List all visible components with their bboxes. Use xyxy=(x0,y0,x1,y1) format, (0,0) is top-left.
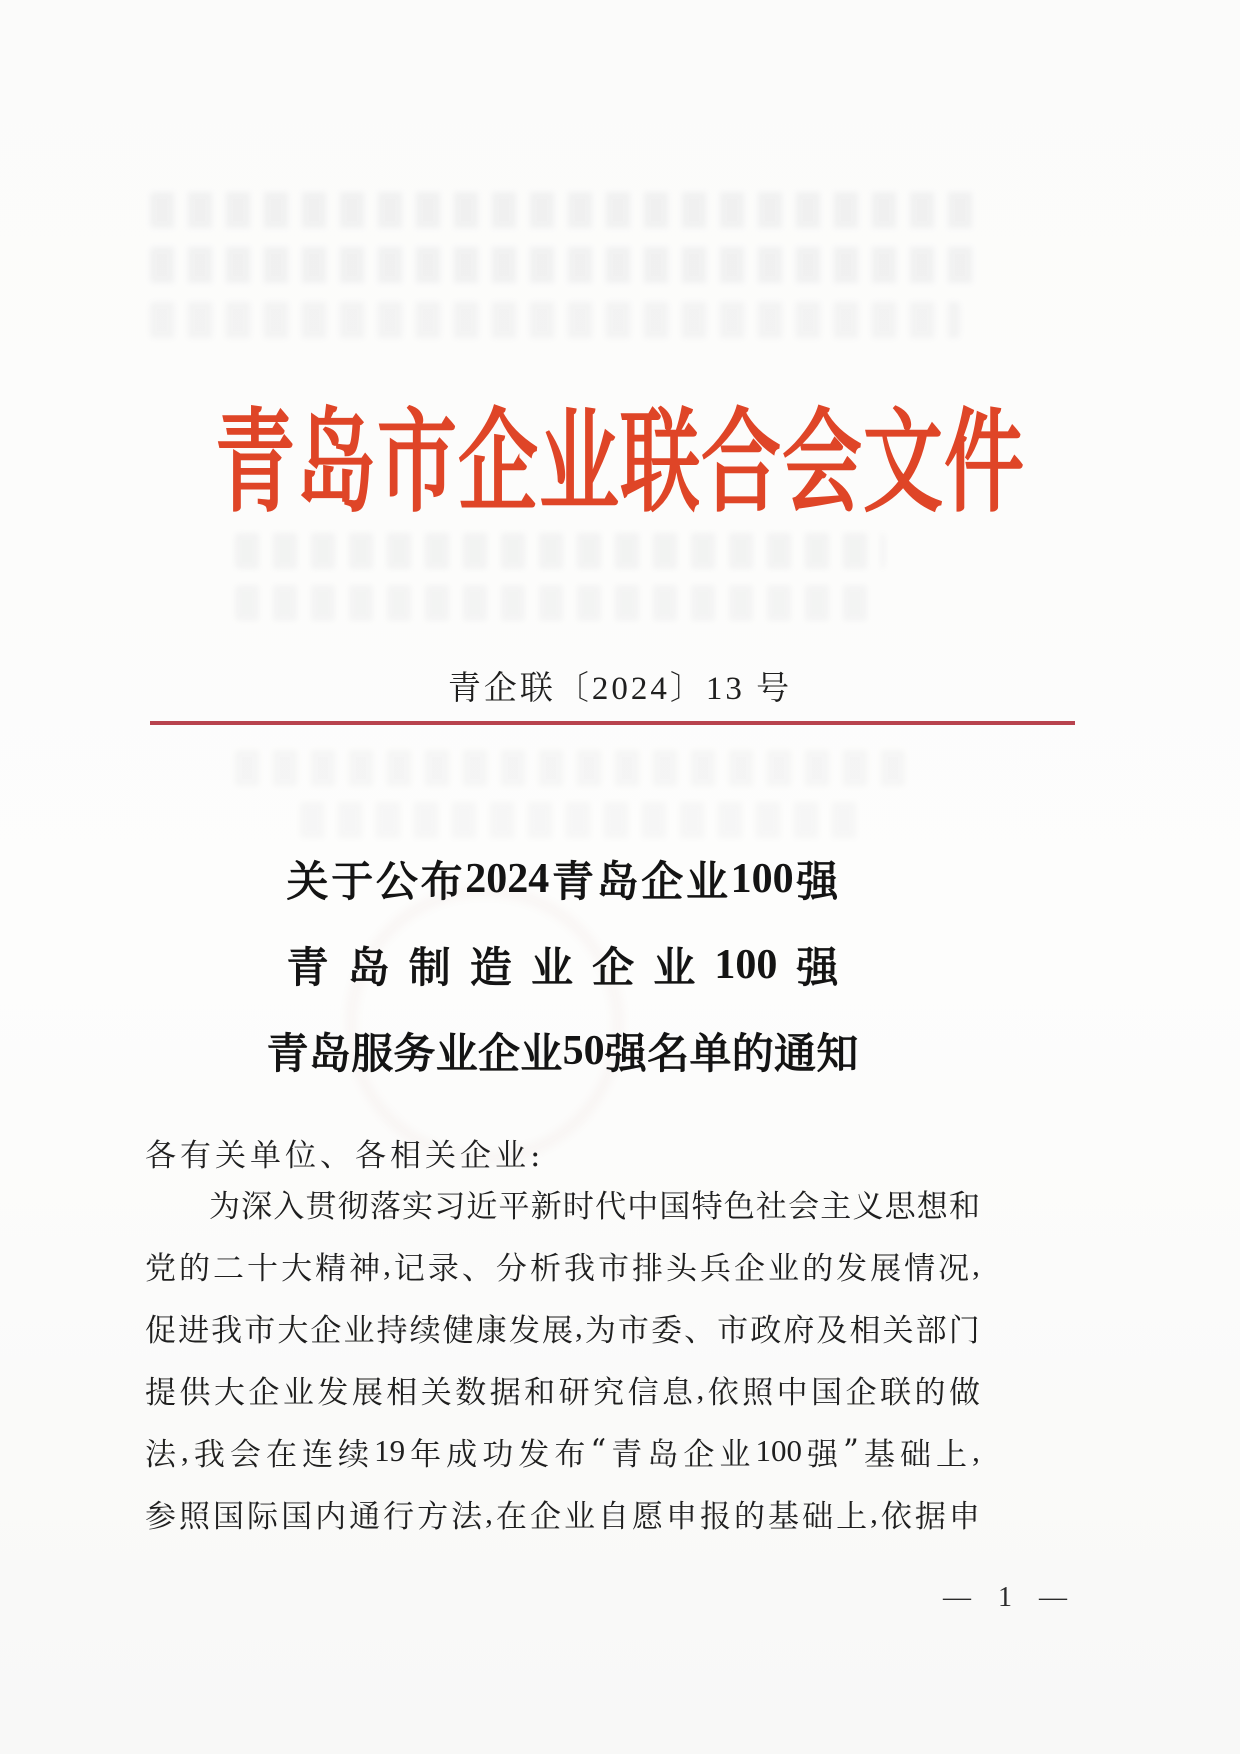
body-line: 提 供 大 企 业 发 展 相 关 数 据 和 研 究 信 息 , 依 照 中 国 企 联 的 做 xyxy=(145,1371,980,1411)
letterhead-org-title: 青岛市企业联合会文件 xyxy=(215,402,1025,526)
body-line: 党 的 二 十 大 精 神 , 记 录 、 分 析 我 市 排 头 兵 企 业 的 发 展 情 况 , xyxy=(145,1247,980,1287)
bleed-through-ghost xyxy=(150,247,980,283)
bleed-through-ghost xyxy=(235,585,875,621)
body-paragraph xyxy=(145,1172,980,1544)
body-line: 为 深 入 贯 彻 落 实 习 近 平 新 时 代 中 国 特 色 社 会 主 义 思 想 和 xyxy=(209,1188,980,1225)
body-line: 参 照 国 际 国 内 通 行 方 法 , 在 企 业 自 愿 申 报 的 基 础 上 , 依 据 申 xyxy=(145,1495,980,1535)
notice-title xyxy=(145,836,980,1094)
notice-title-line-2: 青 岛 制 造 业 企 业 100 强 xyxy=(286,942,839,992)
notice-title-line-3: 青 岛 服 务 业 企 业 50 强 名 单 的 通 知 xyxy=(266,1028,859,1078)
bleed-through-ghost xyxy=(300,802,860,838)
red-divider-line xyxy=(150,721,1075,725)
salutation: 各有关单位、各相关企业: xyxy=(145,1137,545,1174)
notice-title-line-1: 关 于 公 布 2024 青 岛 企 业 100 强 xyxy=(286,856,839,906)
bleed-through-ghost xyxy=(235,750,905,786)
document-number: 青企联〔2024〕13 号 xyxy=(447,671,793,707)
body-line: 法 , 我 会 在 连 续 19 年 成 功 发 布 “ 青 岛 企 业 100 强 ” 基 础 上 , xyxy=(145,1433,980,1473)
body-line: 促 进 我 市 大 企 业 持 续 健 康 发 展 , 为 市 委 、 市 政 府 及 相 关 部 门 xyxy=(145,1309,980,1349)
page-number: — 1 — xyxy=(943,1582,1069,1613)
bleed-through-ghost xyxy=(150,302,960,338)
bleed-through-ghost xyxy=(150,192,980,228)
bleed-through-ghost xyxy=(235,533,885,569)
